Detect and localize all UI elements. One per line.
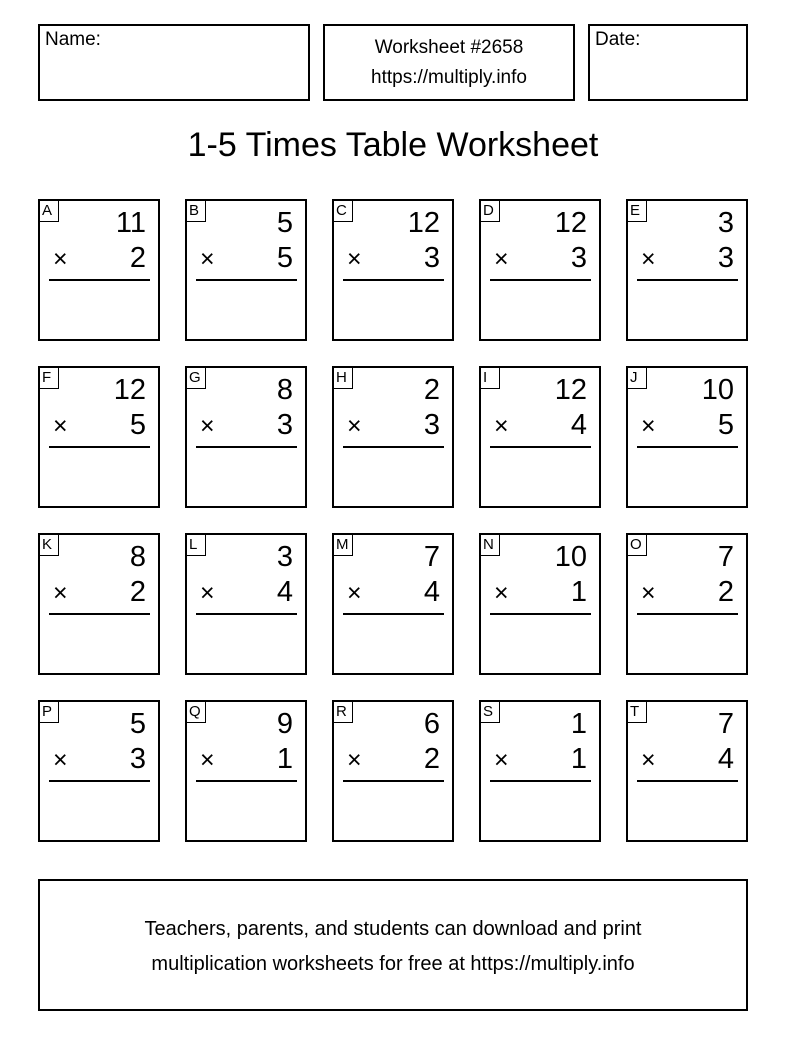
multiplier: 3 xyxy=(276,409,293,441)
answer-line xyxy=(490,446,591,448)
times-sign: × xyxy=(494,579,509,607)
times-sign: × xyxy=(200,579,215,607)
times-sign: × xyxy=(494,412,509,440)
problem-letter: N xyxy=(480,534,500,556)
answer-line xyxy=(49,613,150,615)
multiplier: 5 xyxy=(129,409,146,441)
multiplicand: 11 xyxy=(115,207,146,239)
multiplicand: 10 xyxy=(701,374,734,406)
problem-letter: J xyxy=(627,367,647,389)
problem-l[interactable] xyxy=(185,533,307,675)
problem-h[interactable] xyxy=(332,366,454,508)
times-sign: × xyxy=(53,746,68,774)
problem-letter: F xyxy=(39,367,59,389)
problem-d[interactable] xyxy=(479,199,601,341)
multiplicand: 3 xyxy=(276,541,293,573)
footer-line-2: multiplication worksheets for free at https://multiply.info xyxy=(151,953,635,975)
problem-o[interactable] xyxy=(626,533,748,675)
answer-line xyxy=(637,446,738,448)
problem-q[interactable] xyxy=(185,700,307,842)
problem-b[interactable] xyxy=(185,199,307,341)
problem-letter: I xyxy=(480,367,500,389)
answer-line xyxy=(49,446,150,448)
problem-k[interactable] xyxy=(38,533,160,675)
answer-line xyxy=(490,279,591,281)
problem-letter: C xyxy=(333,200,353,222)
problem-letter: O xyxy=(627,534,647,556)
problem-letter: E xyxy=(627,200,647,222)
times-sign: × xyxy=(347,412,362,440)
problem-m[interactable] xyxy=(332,533,454,675)
multiplier: 1 xyxy=(276,743,293,775)
name-box[interactable] xyxy=(38,24,310,101)
answer-line xyxy=(490,780,591,782)
multiplier: 1 xyxy=(570,576,587,608)
problem-i[interactable] xyxy=(479,366,601,508)
multiplier: 4 xyxy=(423,576,440,608)
problem-letter: P xyxy=(39,701,59,723)
footer-line-1: Teachers, parents, and students can download and print xyxy=(144,918,642,940)
multiplier: 2 xyxy=(129,576,146,608)
answer-line xyxy=(196,613,297,615)
multiplier: 2 xyxy=(717,576,734,608)
problem-p[interactable] xyxy=(38,700,160,842)
worksheet-info-box xyxy=(323,24,575,101)
problem-t[interactable] xyxy=(626,700,748,842)
times-sign: × xyxy=(53,245,68,273)
times-sign: × xyxy=(641,412,656,440)
problem-letter: A xyxy=(39,200,59,222)
times-sign: × xyxy=(53,412,68,440)
multiplicand: 7 xyxy=(717,541,734,573)
problem-a[interactable] xyxy=(38,199,160,341)
problem-letter: R xyxy=(333,701,353,723)
problem-letter: S xyxy=(480,701,500,723)
answer-line xyxy=(49,780,150,782)
problem-s[interactable] xyxy=(479,700,601,842)
multiplier: 5 xyxy=(276,242,293,274)
multiplicand: 12 xyxy=(554,207,587,239)
problem-letter: K xyxy=(39,534,59,556)
times-sign: × xyxy=(347,746,362,774)
multiplier: 2 xyxy=(129,242,146,274)
answer-line xyxy=(343,446,444,448)
multiplicand: 10 xyxy=(554,541,587,573)
problem-letter: D xyxy=(480,200,500,222)
problem-letter: G xyxy=(186,367,206,389)
problem-letter: B xyxy=(186,200,206,222)
answer-line xyxy=(490,613,591,615)
problem-letter: T xyxy=(627,701,647,723)
multiplicand: 7 xyxy=(717,708,734,740)
answer-line xyxy=(343,780,444,782)
answer-line xyxy=(196,446,297,448)
times-sign: × xyxy=(347,579,362,607)
times-sign: × xyxy=(200,245,215,273)
multiplicand: 5 xyxy=(129,708,146,740)
multiplier: 3 xyxy=(570,242,587,274)
times-sign: × xyxy=(200,746,215,774)
times-sign: × xyxy=(53,579,68,607)
page-title: 1-5 Times Table Worksheet xyxy=(187,126,599,164)
date-label: Date: xyxy=(595,29,641,50)
problem-c[interactable] xyxy=(332,199,454,341)
multiplicand: 1 xyxy=(570,708,587,740)
times-sign: × xyxy=(641,245,656,273)
multiplier: 1 xyxy=(570,743,587,775)
multiplicand: 8 xyxy=(129,541,146,573)
times-sign: × xyxy=(641,746,656,774)
problem-e[interactable] xyxy=(626,199,748,341)
answer-line xyxy=(637,780,738,782)
multiplier: 2 xyxy=(423,743,440,775)
multiplier: 3 xyxy=(423,409,440,441)
multiplicand: 7 xyxy=(423,541,440,573)
worksheet-url: https://multiply.info xyxy=(371,67,527,88)
problem-letter: M xyxy=(333,534,353,556)
multiplicand: 2 xyxy=(423,374,440,406)
times-sign: × xyxy=(494,245,509,273)
multiplier: 5 xyxy=(717,409,734,441)
worksheet-number: Worksheet #2658 xyxy=(374,37,524,58)
multiplicand: 6 xyxy=(423,708,440,740)
answer-line xyxy=(196,279,297,281)
multiplicand: 5 xyxy=(276,207,293,239)
problem-letter: L xyxy=(186,534,206,556)
multiplier: 3 xyxy=(129,743,146,775)
multiplicand: 9 xyxy=(276,708,293,740)
problem-letter: H xyxy=(333,367,353,389)
date-box[interactable] xyxy=(588,24,748,101)
answer-line xyxy=(343,279,444,281)
answer-line xyxy=(196,780,297,782)
multiplier: 4 xyxy=(717,743,734,775)
times-sign: × xyxy=(494,746,509,774)
multiplicand: 12 xyxy=(554,374,587,406)
multiplier: 4 xyxy=(570,409,587,441)
multiplicand: 12 xyxy=(407,207,440,239)
problem-g[interactable] xyxy=(185,366,307,508)
multiplier: 3 xyxy=(717,242,734,274)
times-sign: × xyxy=(641,579,656,607)
name-label: Name: xyxy=(45,29,101,50)
problem-letter: Q xyxy=(186,701,206,723)
multiplicand: 8 xyxy=(276,374,293,406)
multiplier: 3 xyxy=(423,242,440,274)
answer-line xyxy=(637,613,738,615)
multiplicand: 12 xyxy=(113,374,146,406)
problem-j[interactable] xyxy=(626,366,748,508)
problem-r[interactable] xyxy=(332,700,454,842)
times-sign: × xyxy=(347,245,362,273)
multiplier: 4 xyxy=(276,576,293,608)
problem-f[interactable] xyxy=(38,366,160,508)
answer-line xyxy=(343,613,444,615)
multiplicand: 3 xyxy=(717,207,734,239)
answer-line xyxy=(637,279,738,281)
answer-line xyxy=(49,279,150,281)
footer-note xyxy=(38,879,748,1011)
times-sign: × xyxy=(200,412,215,440)
problem-n[interactable] xyxy=(479,533,601,675)
